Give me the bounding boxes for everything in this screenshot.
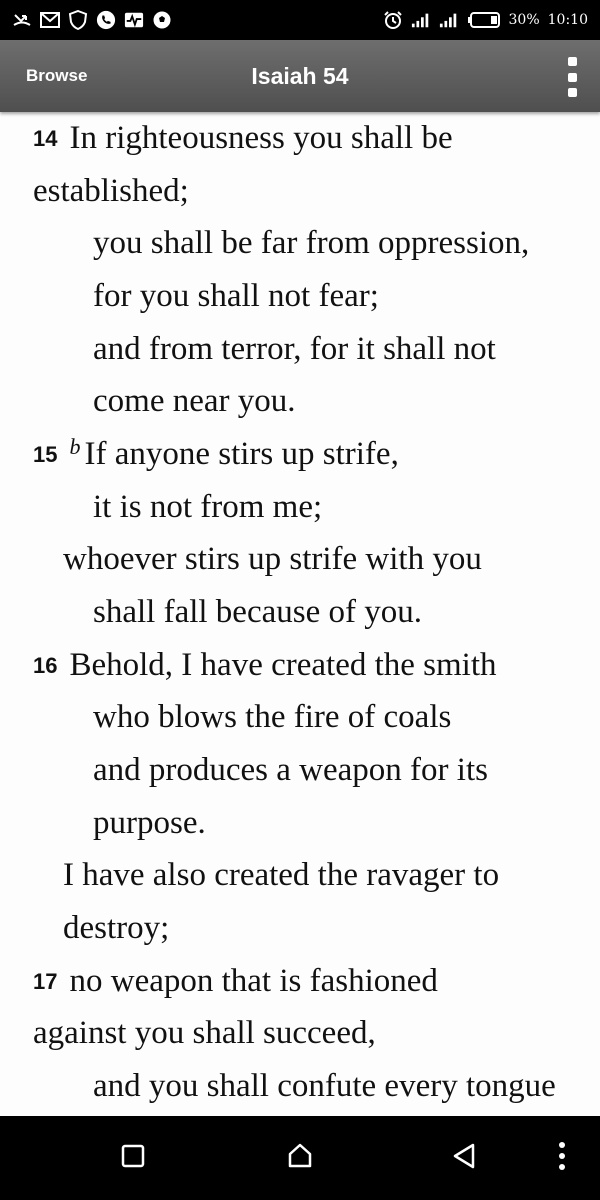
gmail-icon [40,10,60,30]
verse-line [93,1068,556,1104]
verse-text: Behold, I have created the smith [69,647,497,683]
verse-text: and from terror, for it shall not [93,331,496,367]
verse-number[interactable]: 15 [33,442,58,467]
verse-number[interactable]: 16 [33,653,58,678]
menu-dot-icon [568,88,577,97]
verse-text: whoever stirs up strife with you [63,541,482,577]
footnote-marker[interactable]: b [69,434,81,459]
phone-icon [96,10,116,30]
verse-text: purpose. [93,805,206,841]
verse-text: shall fall because of you. [93,594,422,630]
verse-line [93,383,296,419]
system-nav-bar [0,1116,600,1200]
missed-call-icon [12,10,32,30]
verse-line [33,120,453,159]
verse-text: you shall be far from oppression, [93,225,530,261]
verse-line [93,278,379,314]
verse-text: against you shall succeed, [33,1015,376,1051]
soccer-ball-icon [152,10,172,30]
scripture-passage[interactable] [0,112,600,1116]
browse-button[interactable]: Browse [26,66,88,85]
verse-text: I have also created the ravager to [63,857,500,893]
verse-text: destroy; [63,910,170,946]
chapter-title[interactable]: Isaiah 54 [251,63,349,89]
verse-line [93,805,206,841]
battery-percent: 30% [508,12,540,28]
menu-dot-icon [568,57,577,66]
menu-dot-icon [568,73,577,82]
verse-line [33,1015,376,1051]
recent-apps-icon [121,1144,145,1172]
verse-line [33,173,189,209]
verse-text: come near you. [93,383,296,419]
signal-icon [439,10,459,30]
verse-line [93,331,496,367]
verse-line [63,857,499,893]
verse-text: In righteousness you shall be [69,120,453,156]
verse-text: If anyone stirs up strife, [84,436,399,472]
signal-icon [411,10,431,30]
verse-text: for you shall not fear; [93,278,379,314]
more-icon [558,1141,566,1175]
overflow-menu-button[interactable] [562,57,582,97]
verse-line [63,910,169,946]
verse-line [93,489,322,525]
more-options-button[interactable] [552,1144,572,1172]
notification-icons [12,10,172,30]
verse-text: established; [33,173,189,209]
app-bar [0,40,600,112]
verse-text: and produces a weapon for its [93,752,488,788]
verse-line [33,647,497,686]
verse-number[interactable]: 14 [33,126,58,151]
verse-line [93,699,451,735]
activity-icon [124,10,144,30]
clock: 10:10 [547,12,588,28]
system-icons [383,10,588,30]
back-button[interactable] [450,1144,478,1172]
battery-icon [467,10,501,30]
verse-text: and you shall confute every tongue [93,1068,556,1104]
status-bar [0,0,600,40]
verse-text: who blows the fire of coals [93,699,452,735]
back-icon [451,1143,477,1173]
verse-line [93,752,488,788]
verse-text: it is not from me; [93,489,323,525]
shield-icon [68,10,88,30]
verse-line [33,436,399,475]
alarm-icon [383,10,403,30]
verse-text: no weapon that is fashioned [69,963,438,999]
home-button[interactable] [286,1144,314,1172]
verse-line [33,963,438,1002]
verse-line [63,541,482,577]
verse-line [93,594,422,630]
home-icon [287,1143,313,1173]
verse-number[interactable]: 17 [33,969,58,994]
verse-line [93,225,529,261]
recent-apps-button[interactable] [119,1144,147,1172]
